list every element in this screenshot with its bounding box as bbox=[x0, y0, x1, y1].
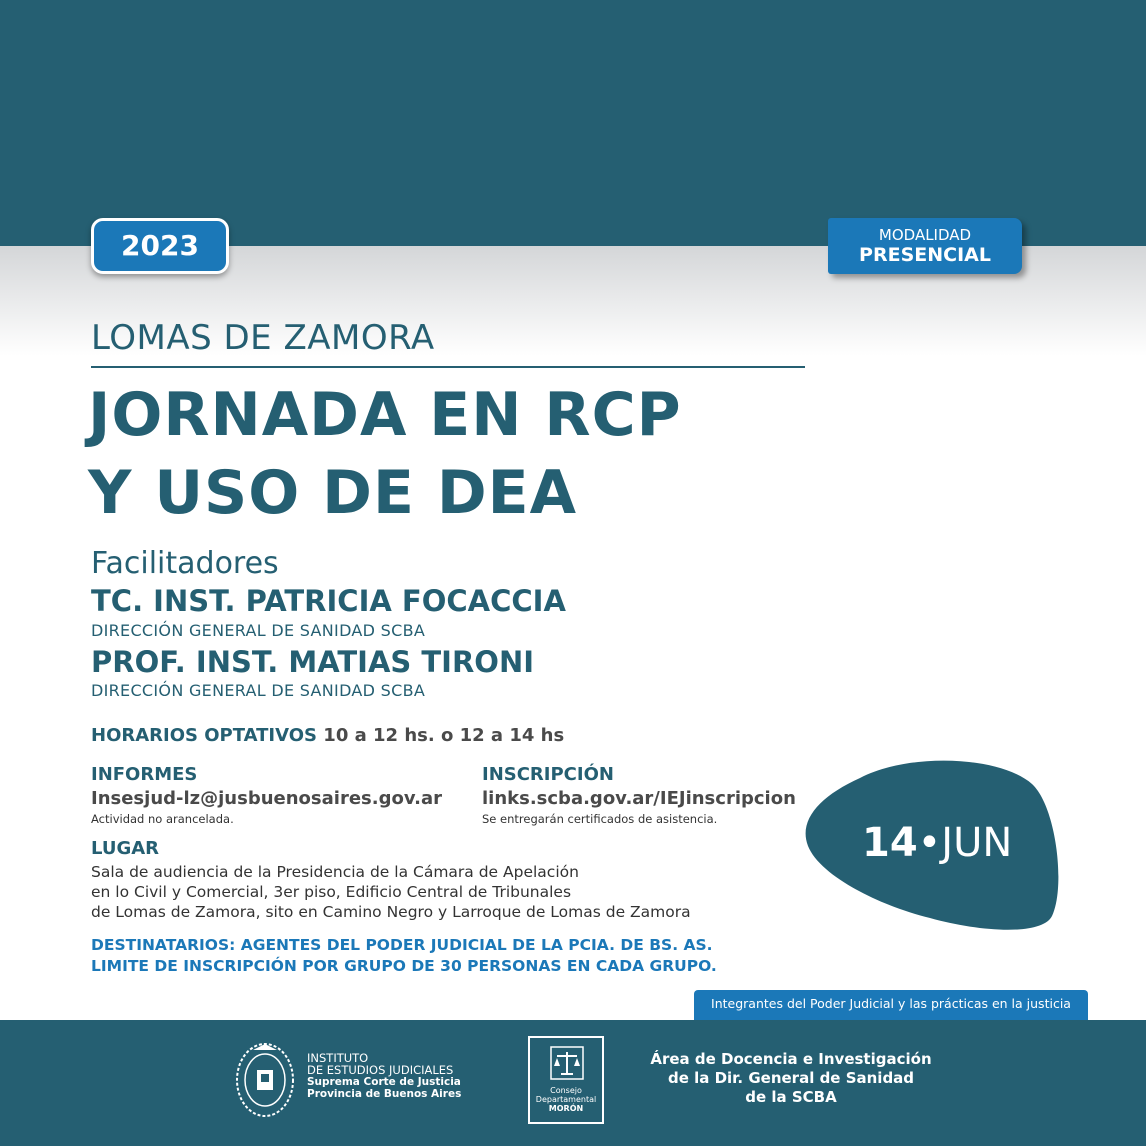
inscripcion-label: INSCRIPCIÓN bbox=[482, 764, 614, 785]
consejo-line-1: Consejo bbox=[550, 1086, 582, 1095]
informes-note: Actividad no arancelada. bbox=[91, 812, 234, 826]
area-line-3: de la SCBA bbox=[745, 1088, 837, 1106]
lugar-line-1: Sala de audiencia de la Presidencia de la Cámara de Apelación bbox=[91, 863, 579, 881]
scales-icon bbox=[550, 1046, 584, 1080]
inscripcion-note: Se entregarán certificados de asistencia. bbox=[482, 812, 718, 826]
modalidad-badge bbox=[828, 218, 1022, 274]
horarios bbox=[91, 725, 564, 746]
destinatarios-line-1: DESTINATARIOS: AGENTES DEL PODER JUDICIAL DE LA PCIA. DE BS. AS. bbox=[91, 936, 713, 954]
title-line-1: JORNADA EN RCP bbox=[88, 380, 682, 450]
facilitadores-heading: Facilitadores bbox=[91, 546, 279, 581]
event-title bbox=[88, 376, 682, 532]
facilitator-name-1: TC. INST. PATRICIA FOCACCIA bbox=[91, 584, 566, 618]
lugar-line-3: de Lomas de Zamora, sito en Camino Negro y Larroque de Lomas de Zamora bbox=[91, 903, 691, 921]
iej-seal-icon bbox=[233, 1040, 297, 1120]
header-band bbox=[0, 0, 1146, 246]
lugar-label: LUGAR bbox=[91, 838, 160, 859]
consejo-text bbox=[530, 1086, 602, 1113]
consejo-line-3: MORÓN bbox=[548, 1104, 584, 1113]
horarios-label: HORARIOS OPTATIVOS bbox=[91, 725, 318, 746]
informes-label: INFORMES bbox=[91, 764, 198, 785]
facilitator-dept-1: DIRECCIÓN GENERAL DE SANIDAD SCBA bbox=[91, 621, 426, 640]
divider bbox=[91, 366, 805, 368]
date-month: JUN bbox=[941, 820, 1013, 866]
lugar-line-2: en lo Civil y Comercial, 3er piso, Edificio Central de Tribunales bbox=[91, 883, 572, 901]
iej-line-3: Suprema Corte de Justicia bbox=[307, 1076, 461, 1088]
iej-line-2: DE ESTUDIOS JUDICIALES bbox=[307, 1063, 454, 1077]
inscripcion-link[interactable]: links.scba.gov.ar/IEJinscripcion bbox=[482, 788, 796, 809]
iej-logo-text bbox=[307, 1052, 461, 1100]
modalidad-label: MODALIDAD bbox=[878, 226, 972, 244]
modalidad-value: PRESENCIAL bbox=[859, 244, 991, 266]
date-day: 14 bbox=[862, 820, 918, 866]
area-line-1: Área de Docencia e Investigación bbox=[650, 1050, 932, 1068]
integrantes-tab: Integrantes del Poder Judicial y las prácticas en la justicia bbox=[694, 990, 1088, 1021]
iej-line-4: Provincia de Buenos Aires bbox=[307, 1088, 462, 1100]
facilitator-name-2: PROF. INST. MATIAS TIRONI bbox=[91, 645, 535, 679]
consejo-line-2: Departamental bbox=[535, 1095, 597, 1104]
destinatarios-line-2: LIMITE DE INSCRIPCIÓN POR GRUPO DE 30 PERSONAS EN CADA GRUPO. bbox=[91, 957, 717, 975]
event-date bbox=[862, 820, 1012, 866]
title-line-2: Y USO DE DEA bbox=[88, 458, 578, 528]
lugar-address bbox=[91, 862, 691, 922]
informes-email[interactable]: Insesjud-lz@jusbuenosaires.gov.ar bbox=[91, 788, 442, 809]
consejo-logo bbox=[528, 1036, 604, 1124]
date-separator: • bbox=[917, 820, 942, 866]
iej-line-1: INSTITUTO bbox=[307, 1051, 369, 1065]
area-docencia bbox=[640, 1050, 942, 1107]
city-heading: LOMAS DE ZAMORA bbox=[91, 318, 435, 358]
area-line-2: de la Dir. General de Sanidad bbox=[667, 1069, 915, 1087]
horarios-value: 10 a 12 hs. o 12 a 14 hs bbox=[323, 725, 565, 746]
destinatarios bbox=[91, 935, 717, 977]
facilitator-dept-2: DIRECCIÓN GENERAL DE SANIDAD SCBA bbox=[91, 681, 426, 700]
year-badge: 2023 bbox=[91, 218, 229, 274]
